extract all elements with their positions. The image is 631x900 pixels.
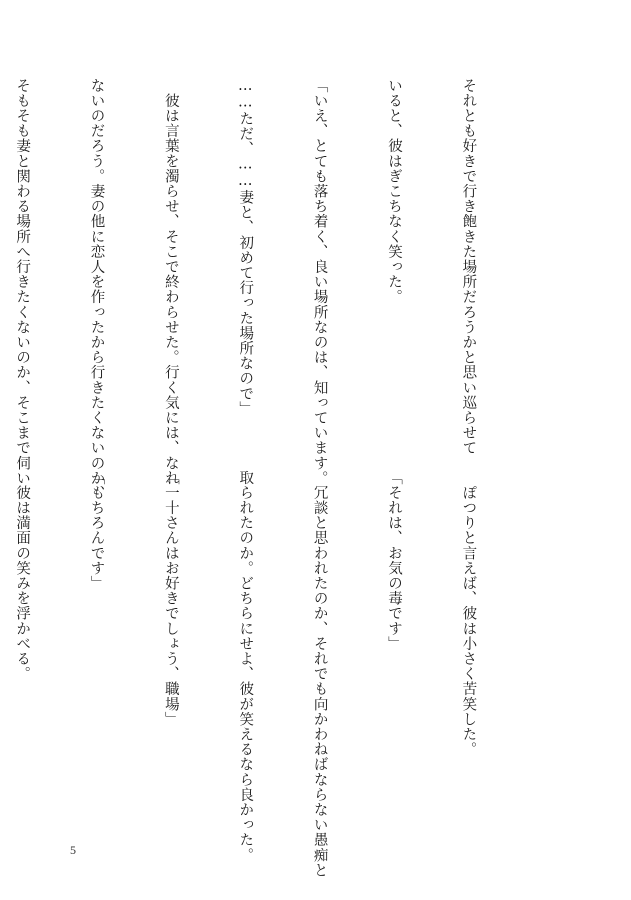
text-block-top bbox=[14, 78, 530, 501]
text-block-bottom bbox=[14, 470, 530, 878]
text-line: 取られたのか。どちらにせよ、彼が笑えるなら良かった。 bbox=[237, 470, 254, 863]
text-line: 冗談と思われたのか、それでも向かわねばならない愚痴と bbox=[311, 470, 328, 878]
text-line: ぽつりと言えば、彼は小さく苦笑した。 bbox=[460, 470, 477, 757]
text-line: ……ただ、……妻と、初めて行った場所なので」 bbox=[237, 78, 254, 417]
text-line: 「もちろんです」 bbox=[88, 470, 105, 591]
text-line: 彼は言葉を濁らせ、そこで終わらせた。行く気には、なれ bbox=[162, 78, 179, 486]
text-line: ないのだろう。妻の他に恋人を作ったから行きたくないのか、 bbox=[88, 78, 105, 501]
text-line: 彼は満面の笑みを浮かべる。 bbox=[14, 470, 31, 682]
text-line: それとも好きで行き飽きた場所だろうかと思い巡らせて bbox=[460, 78, 477, 456]
text-line: 「いえ、とても落ち着く、良い場所なのは、知っています。 bbox=[311, 78, 328, 486]
page-number: 5 bbox=[70, 843, 76, 857]
text-line: いると、彼はぎこちなく笑った。 bbox=[386, 78, 403, 305]
text-line: 「一十さんはお好きでしょう、職場」 bbox=[162, 470, 179, 727]
text-line: 「それは、お気の毒です」 bbox=[386, 470, 403, 652]
text-line: そもそも妻と関わる場所へ行きたくないのか、そこまで伺い bbox=[14, 78, 31, 486]
